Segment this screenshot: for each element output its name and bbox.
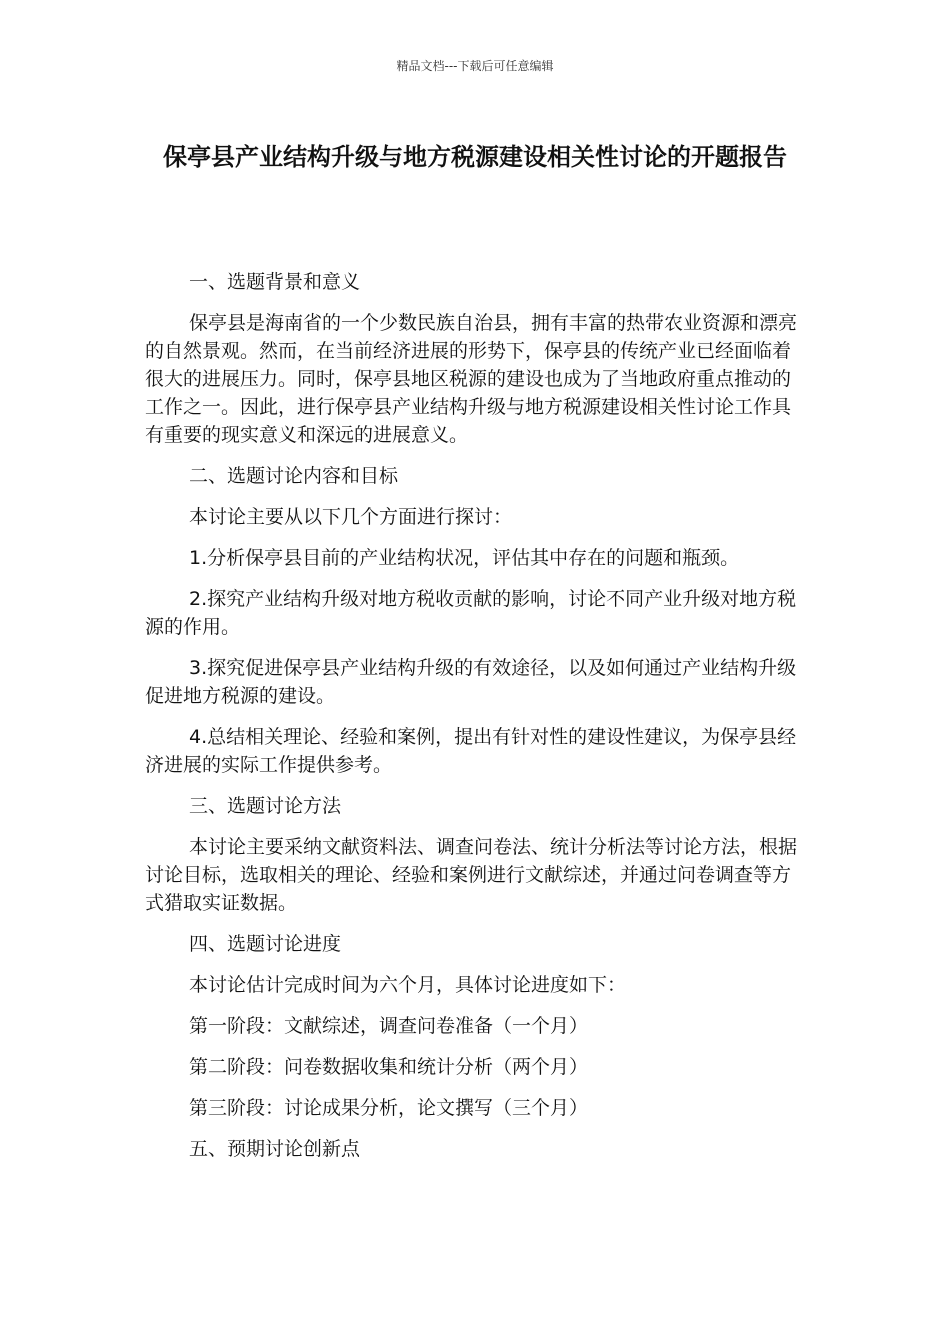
schedule-stage-2: 第二阶段：问卷数据收集和统计分析（两个月） bbox=[189, 1056, 589, 1078]
list-item-1: 1.分析保亭县目前的产业结构状况，评估其中存在的问题和瓶颈。 bbox=[189, 547, 740, 569]
section-heading-innovation: 五、预期讨论创新点 bbox=[189, 1138, 361, 1160]
schedule-stage-1: 第一阶段：文献综述，调查问卷准备（一个月） bbox=[189, 1015, 589, 1037]
paragraph-methods: 本讨论主要采纳文献资料法、调查问卷法、统计分析法等讨论方法，根据讨论目标，选取相关的理论、经验和案例进行文献综述，并通过问卷调查等方式猎取实证数据。 bbox=[145, 836, 798, 914]
paragraph-background: 保亭县是海南省的一个少数民族自治县，拥有丰富的热带农业资源和漂亮的自然景观。然而，在当前经济进展的形势下，保亭县的传统产业已经面临着很大的进展压力。同时，保亭县地区税源的建设也成为了当地政府重点推动的工作之一。因此，进行保亭县产业结构升级与地方税源建设相关性讨论工作具有重要的现实意义和深远的进展意义。 bbox=[145, 312, 798, 446]
section-heading-content: 二、选题讨论内容和目标 bbox=[189, 465, 399, 487]
section-heading-background: 一、选题背景和意义 bbox=[189, 271, 361, 293]
paragraph-schedule-intro: 本讨论估计完成时间为六个月，具体讨论进度如下： bbox=[189, 974, 627, 996]
paragraph-content-intro: 本讨论主要从以下几个方面进行探讨： bbox=[189, 506, 513, 528]
section-heading-methods: 三、选题讨论方法 bbox=[189, 795, 342, 817]
page-header-note: 精品文档---下载后可任意编辑 bbox=[396, 59, 554, 73]
schedule-stage-3: 第三阶段：讨论成果分析，论文撰写（三个月） bbox=[189, 1097, 589, 1119]
document-body bbox=[145, 268, 807, 1176]
list-item-3: 3.探究促进保亭县产业结构升级的有效途径，以及如何通过产业结构升级促进地方税源的建设。 bbox=[145, 657, 797, 707]
list-item-4: 4.总结相关理论、经验和案例，提出有针对性的建设性建议，为保亭县经济进展的实际工作提供参考。 bbox=[145, 726, 797, 776]
section-heading-schedule: 四、选题讨论进度 bbox=[189, 933, 342, 955]
list-item-2: 2.探究产业结构升级对地方税收贡献的影响，讨论不同产业升级对地方税源的作用。 bbox=[145, 588, 797, 638]
document-title: 保亭县产业结构升级与地方税源建设相关性讨论的开题报告 bbox=[163, 143, 787, 171]
